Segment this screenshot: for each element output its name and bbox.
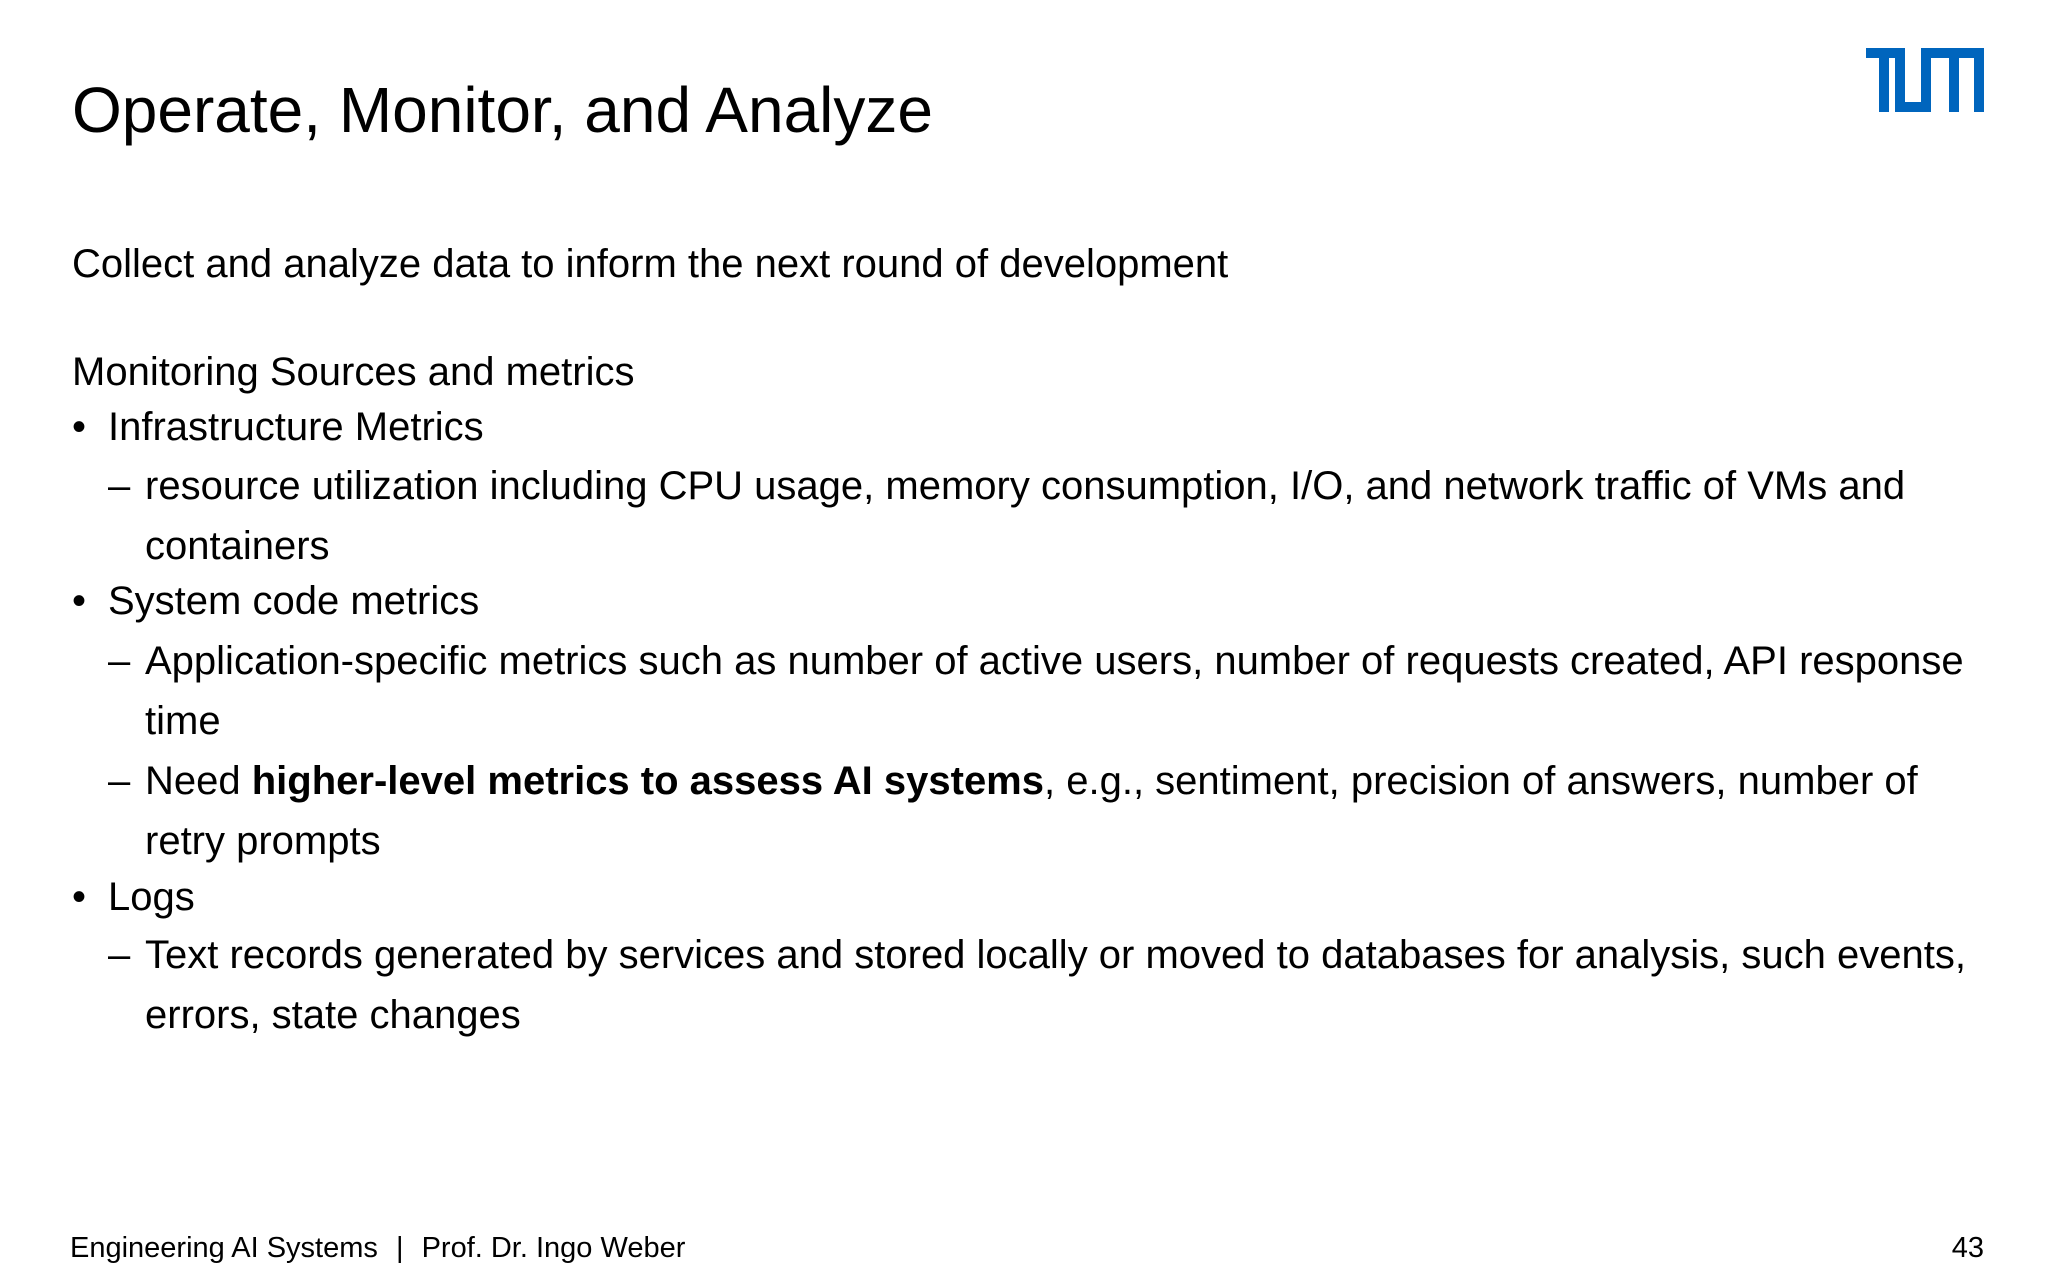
footer-separator: | bbox=[395, 1232, 404, 1264]
tum-logo bbox=[1866, 48, 1984, 112]
dash-icon: – bbox=[108, 639, 131, 683]
sub-item-suffix: , e.g., sentiment, precision of answers, number of retry prompts bbox=[145, 759, 1918, 863]
sub-item-emphasis: higher-level metrics to assess AI systems bbox=[251, 759, 1044, 803]
sub-item-text: Application-specific metrics such as number of active users, number of requests created, API response time bbox=[145, 639, 1964, 743]
section-heading: Monitoring Sources and metrics bbox=[72, 350, 635, 394]
intro-text: Collect and analyze data to inform the next round of development bbox=[72, 242, 1229, 286]
page-number: 43 bbox=[1951, 1232, 1984, 1264]
tum-logo-shape bbox=[1866, 48, 1984, 112]
footer bbox=[70, 1230, 685, 1266]
list-item-label: Logs bbox=[108, 875, 195, 919]
sub-item-prefix: Need bbox=[145, 759, 252, 803]
list-item-label: Infrastructure Metrics bbox=[108, 405, 484, 449]
dash-icon: – bbox=[108, 933, 131, 977]
dash-icon: – bbox=[108, 759, 131, 803]
slide-title: Operate, Monitor, and Analyze bbox=[72, 74, 933, 146]
sub-item-text bbox=[145, 751, 2005, 871]
footer-author: Prof. Dr. Ingo Weber bbox=[421, 1232, 686, 1264]
sub-item-text: resource utilization including CPU usage, memory consumption, I/O, and network traffic of VMs and containers bbox=[145, 464, 1906, 568]
bullet-icon: • bbox=[72, 579, 87, 623]
sub-item-text: Text records generated by services and stored locally or moved to databases for analysis, such events, errors, state changes bbox=[145, 933, 1966, 1037]
bullet-icon: • bbox=[72, 875, 87, 919]
dash-icon: – bbox=[108, 464, 131, 508]
bullet-icon: • bbox=[72, 405, 87, 449]
list-item-label: System code metrics bbox=[108, 579, 480, 623]
footer-course: Engineering AI Systems bbox=[70, 1232, 378, 1264]
